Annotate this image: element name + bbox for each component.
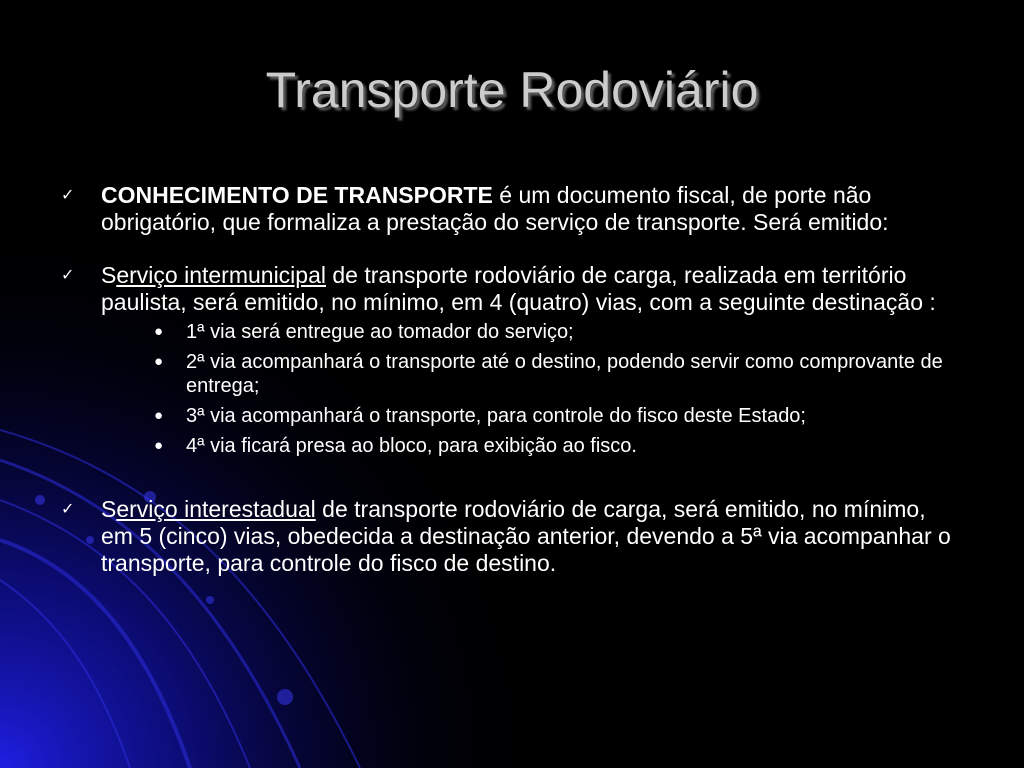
slide-title: Transporte Rodoviário [265, 62, 759, 118]
dot-icon: ● [154, 323, 164, 340]
checkmark-icon: ✓ [61, 267, 75, 284]
sub-bullet-text: 4ª via ficará presa ao bloco, para exibição ao fisco. [186, 435, 637, 457]
sub-bullet-item [101, 350, 960, 398]
sub-bullet-item [101, 404, 960, 428]
bullet-servico-intermunicipal [60, 262, 960, 458]
bullet-text: é um documento fiscal, de porte não obrigatório, que formaliza a prestação do serviço de transporte. Será emitido: [101, 182, 889, 235]
term-underlined: erviço interestadual [116, 496, 316, 522]
bullet-text: de transporte rodoviário de carga, realizada em território paulista, será emitido, no mínimo, em 4 (quatro) vias, com a seguinte destinação : [101, 262, 936, 315]
slide-content [60, 182, 960, 577]
sub-bullet-text: 3ª via acompanhará o transporte, para controle do fisco deste Estado; [186, 405, 806, 427]
term-prefix: S [101, 262, 117, 288]
bullet-conhecimento-de-transporte [60, 182, 960, 236]
sub-bullet-item [101, 320, 960, 344]
bullet-text: de transporte rodoviário de carga, será emitido, no mínimo, em 5 (cinco) vias, obedecida a destinação anterior, devendo a 5ª via acompanhar o transporte, para controle do fisco de destino. [101, 496, 951, 576]
sub-bullet-item [101, 434, 960, 458]
sub-bullet-list [101, 320, 960, 458]
dot-icon: ● [154, 353, 164, 370]
dot-icon: ● [154, 437, 164, 454]
term-prefix: S [101, 496, 117, 522]
term-bold: CONHECIMENTO DE TRANSPORTE [101, 182, 493, 208]
checkmark-icon: ✓ [61, 501, 75, 518]
term-underlined: erviço intermunicipal [116, 262, 326, 288]
sub-bullet-text: 1ª via será entregue ao tomador do serviço; [186, 321, 574, 343]
sub-bullet-text: 2ª via acompanhará o transporte até o destino, podendo servir como comprovante de entrega; [186, 351, 943, 397]
bullet-servico-interestadual [60, 496, 960, 577]
dot-icon: ● [154, 407, 164, 424]
checkmark-icon: ✓ [61, 187, 75, 204]
